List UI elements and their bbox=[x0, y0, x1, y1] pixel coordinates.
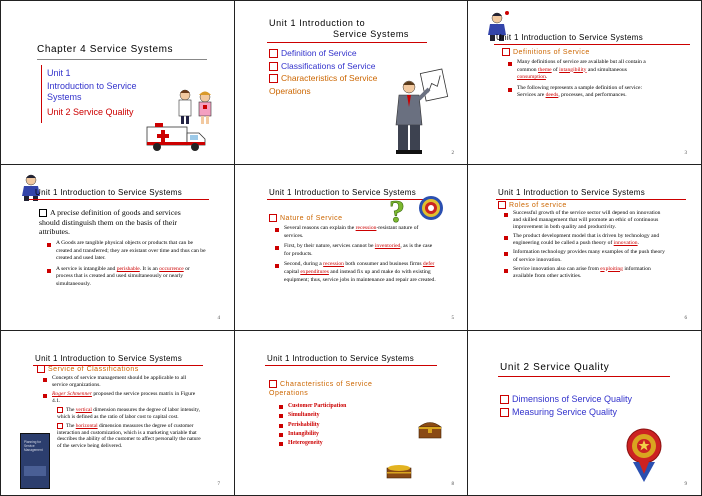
item-perishability: Perishability bbox=[279, 421, 399, 430]
section-title: Definitions of Service bbox=[502, 48, 590, 56]
section-title: Roles of service bbox=[498, 201, 567, 209]
section-title: Characteristics of Service Operations bbox=[269, 381, 373, 397]
svg-text:?: ? bbox=[389, 193, 405, 226]
header-rule bbox=[494, 44, 690, 45]
topic-dimensions-of-service-quality[interactable]: Dimensions of Service Quality bbox=[500, 393, 632, 406]
square-bullet-icon bbox=[500, 408, 509, 417]
slide-6[interactable] bbox=[472, 170, 697, 325]
square-bullet-icon bbox=[502, 48, 510, 56]
slide-5[interactable] bbox=[239, 170, 464, 325]
square-bullet-icon bbox=[269, 380, 277, 388]
definition-bullets bbox=[508, 59, 658, 100]
page-number: 8 bbox=[451, 482, 454, 487]
header-rule bbox=[496, 199, 686, 200]
bullet-1: Concepts of service management should be applicable to all service organizations. bbox=[43, 375, 203, 389]
page-number: 9 bbox=[684, 482, 687, 487]
slide2-title-rule bbox=[267, 42, 427, 43]
bullet-2: The product development model that is driven by technology and engineering could be called a push theory of innovation. bbox=[504, 233, 666, 247]
dimension-subpoints bbox=[57, 407, 203, 450]
slide-header: Unit 1 Introduction to Service Systems bbox=[498, 188, 646, 197]
topic-measuring-service-quality[interactable]: Measuring Service Quality bbox=[500, 406, 632, 419]
slide-header: Unit 1 Introduction to Service Systems bbox=[267, 354, 415, 363]
page-number: 5 bbox=[451, 316, 454, 321]
book-cover-image bbox=[20, 433, 50, 489]
bullet-service: A service is intangible and perishable. It is an occurrence or process that is created and used simultaneously or nearly simultaneously. bbox=[47, 266, 207, 289]
square-bullet-icon bbox=[498, 201, 506, 209]
ambulance-clipart bbox=[145, 121, 207, 153]
slide-7[interactable] bbox=[5, 336, 230, 491]
thinking-person-clipart bbox=[17, 172, 45, 202]
bullet-2: Roger Schmenner proposed the service process matrix in Figure 4.1. bbox=[43, 391, 203, 405]
main-statement: A precise definition of goods and services should distinguish them on the basis of their attributes. bbox=[39, 208, 181, 236]
bullet-3: Second, during a recession both consumer and business firms defer capital expenditures and instead fix up and make do with existing equipment; thus, service jobs in maintenance and repair are created. bbox=[275, 261, 437, 284]
slide-2[interactable] bbox=[239, 5, 464, 160]
chest-with-coins-clipart bbox=[385, 462, 413, 480]
treasure-chest-clipart bbox=[417, 418, 443, 440]
classification-bullets bbox=[43, 375, 203, 405]
goods-services-bullets bbox=[47, 240, 207, 289]
item-customer-participation: Customer Participation bbox=[279, 402, 399, 411]
slide-3[interactable] bbox=[472, 5, 697, 160]
slide-header: Unit 1 Introduction to Service Systems bbox=[35, 188, 183, 197]
book-cover-graphic bbox=[24, 466, 46, 476]
header-rule bbox=[265, 365, 437, 366]
bullet-1: Several reasons can explain the recession-resistant nature of services. bbox=[275, 225, 437, 240]
unit2-title: Unit 2 Service Quality bbox=[47, 107, 134, 117]
item-intangibility: Intangibility bbox=[279, 430, 399, 439]
accent-vertical-rule bbox=[41, 65, 42, 123]
grid-divider-row1 bbox=[0, 164, 702, 165]
bullet-1: Successful growth of the service sector will depend on innovation and skilled management that will promote an ethic of continuous improvement in both quality and productivity. bbox=[504, 210, 666, 231]
bullet-2: The following represents a sample definition of service: Services are deeds, processes, and performances. bbox=[508, 85, 658, 100]
bullet-1: Many definitions of service are available but all contain a common theme of intangibility and simultaneous consumption. bbox=[508, 59, 658, 82]
book-cover-title: Planning for Service Management bbox=[24, 440, 43, 452]
square-bullet-icon bbox=[57, 407, 63, 413]
bullet-2: First, by their nature, services cannot be inventoried, as is the case for products. bbox=[275, 243, 437, 258]
topic-characteristics-of-service-operations[interactable]: Characteristics of Service Operations bbox=[269, 73, 378, 96]
section-title: Nature of Service bbox=[269, 214, 343, 222]
bullet-4: Service innovation also can arise from exploiting information available from other activities. bbox=[504, 266, 666, 280]
bullet-3: Information technology provides many examples of the push theory of service innovation. bbox=[504, 249, 666, 263]
title-rule bbox=[37, 59, 207, 60]
slide2-title-line1: Unit 1 Introduction to bbox=[269, 18, 366, 28]
item-heterogeneity: Heterogeneity bbox=[279, 439, 399, 448]
page-number: 3 bbox=[684, 151, 687, 156]
unit2-slide-title: Unit 2 Service Quality bbox=[500, 362, 610, 373]
question-mark-clipart bbox=[385, 192, 419, 226]
grid-border-left bbox=[0, 0, 1, 496]
slide-1[interactable] bbox=[5, 5, 230, 160]
grid-divider-col2 bbox=[467, 0, 468, 496]
slide-header: Unit 1 Introduction to Service Systems bbox=[35, 354, 183, 363]
quality-emblem-badge bbox=[625, 424, 663, 486]
header-rule bbox=[29, 199, 209, 200]
section-title: Service of Classifications bbox=[37, 365, 139, 373]
slide-header: Unit 1 Introduction to Service Systems bbox=[496, 33, 644, 42]
square-bullet-icon bbox=[500, 395, 509, 404]
topic-definition-of-service[interactable]: Definition of Service bbox=[269, 47, 409, 60]
grid-border-top bbox=[0, 0, 702, 1]
square-bullet-icon bbox=[39, 209, 47, 217]
item-simultaneity: Simultaneity bbox=[279, 411, 399, 420]
unit1-title: Introduction to Service Systems bbox=[47, 81, 137, 102]
page-number: 7 bbox=[217, 482, 220, 487]
grid-divider-row2 bbox=[0, 330, 702, 331]
nature-bullets bbox=[275, 225, 437, 284]
slide-8[interactable] bbox=[239, 336, 464, 491]
topic-classifications-of-service[interactable]: Classifications of Service bbox=[269, 60, 409, 73]
characteristics-list bbox=[279, 402, 399, 448]
square-bullet-icon bbox=[269, 62, 278, 71]
subpoint-vertical: The vertical dimension measures the degree of labor intensity, which is defined as the ratio of labor cost to capital cost. bbox=[57, 407, 200, 420]
slide2-title-line2: Service Systems bbox=[333, 29, 410, 39]
slide-9[interactable] bbox=[472, 336, 697, 491]
page-number: 2 bbox=[451, 151, 454, 156]
square-bullet-icon bbox=[269, 74, 278, 83]
square-bullet-icon bbox=[37, 365, 45, 373]
slide-4[interactable] bbox=[5, 170, 230, 325]
page-number: 4 bbox=[217, 316, 220, 321]
square-bullet-icon bbox=[269, 214, 277, 222]
chapter-title: Chapter 4 Service Systems bbox=[37, 44, 174, 55]
title-rule bbox=[498, 376, 670, 377]
roles-bullets bbox=[504, 210, 666, 280]
square-bullet-icon bbox=[269, 49, 278, 58]
square-bullet-icon bbox=[57, 423, 63, 429]
unit1-label: Unit 1 bbox=[47, 68, 71, 78]
target-wheel-clipart bbox=[417, 194, 445, 222]
subpoint-horizontal: The horizontal dimension measures the degree of customer interaction and customization, which is a marketing variable that describes the ability of the customer to affect personally the nature of the service being delivered. bbox=[57, 422, 201, 449]
page-number: 6 bbox=[684, 316, 687, 321]
bullet-goods: A Goods are tangible physical objects or products that can be created and transferred; they are existant over time and thus can be created and used later. bbox=[47, 240, 207, 263]
grid-divider-col1 bbox=[234, 0, 235, 496]
unit2-topic-list bbox=[500, 393, 632, 419]
slide-header: Unit 1 Introduction to Service Systems bbox=[269, 188, 417, 197]
businessman-with-chart-clipart bbox=[385, 67, 449, 157]
